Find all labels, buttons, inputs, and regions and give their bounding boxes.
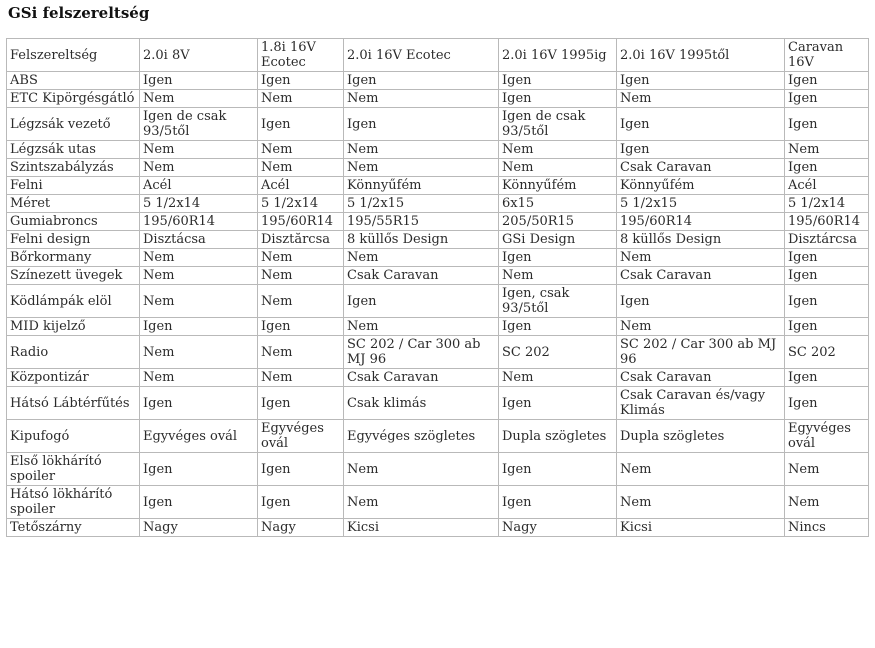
table-cell: Igen: [258, 486, 344, 519]
table-cell: Nem: [258, 336, 344, 369]
feature-label-cell: Felni: [7, 177, 140, 195]
table-cell: Disztárcsa: [785, 231, 869, 249]
table-cell: Nem: [258, 90, 344, 108]
table-cell: Igen: [785, 285, 869, 318]
table-cell: Igen: [617, 72, 785, 90]
table-cell: Igen: [499, 249, 617, 267]
table-cell: GSi Design: [499, 231, 617, 249]
table-cell: Könnyűfém: [344, 177, 499, 195]
table-cell: Nem: [258, 249, 344, 267]
table-cell: Nem: [140, 267, 258, 285]
table-cell: Nem: [344, 141, 499, 159]
feature-label-cell: Bőrkormany: [7, 249, 140, 267]
table-row: [7, 159, 869, 177]
feature-label-cell: ETC Kipörgésgátló: [7, 90, 140, 108]
table-cell: Nem: [140, 285, 258, 318]
table-cell: Nem: [785, 141, 869, 159]
table-cell: Igen: [258, 387, 344, 420]
table-cell: Nem: [785, 486, 869, 519]
table-cell: Igen: [258, 72, 344, 90]
table-cell: Csak Caravan: [344, 267, 499, 285]
table-cell: Nem: [258, 267, 344, 285]
table-cell: SC 202 / Car 300 ab MJ 96: [344, 336, 499, 369]
table-row: [7, 231, 869, 249]
table-cell: 5 1/2x14: [785, 195, 869, 213]
table-row: [7, 195, 869, 213]
table-cell: Nem: [140, 141, 258, 159]
equipment-table: [6, 38, 869, 537]
feature-label-cell: ABS: [7, 72, 140, 90]
table-cell: Nagy: [499, 519, 617, 537]
table-cell: Nem: [258, 141, 344, 159]
table-cell: Nincs: [785, 519, 869, 537]
table-row: [7, 213, 869, 231]
table-cell: Nem: [499, 267, 617, 285]
table-cell: Dupla szögletes: [499, 420, 617, 453]
feature-label-cell: Radio: [7, 336, 140, 369]
feature-label-cell: Kipufogó: [7, 420, 140, 453]
table-cell: Nem: [617, 90, 785, 108]
table-cell: Nem: [140, 369, 258, 387]
table-cell: SC 202 / Car 300 ab MJ 96: [617, 336, 785, 369]
feature-label-cell: Méret: [7, 195, 140, 213]
table-cell: 5 1/2x15: [344, 195, 499, 213]
table-cell: 6x15: [499, 195, 617, 213]
table-cell: Könnyűfém: [617, 177, 785, 195]
table-cell: 195/60R14: [140, 213, 258, 231]
table-row: [7, 141, 869, 159]
table-cell: Nem: [140, 249, 258, 267]
table-cell: Disztácsa: [140, 231, 258, 249]
feature-label-cell: Hátsó lökhárító spoiler: [7, 486, 140, 519]
table-cell: Igen: [140, 453, 258, 486]
table-cell: Nem: [344, 453, 499, 486]
table-cell: Csak Caravan: [617, 267, 785, 285]
table-cell: Nem: [617, 249, 785, 267]
table-cell: Csak Caravan: [617, 159, 785, 177]
header-cell-model: 2.0i 16V Ecotec: [344, 39, 499, 72]
table-row: [7, 318, 869, 336]
table-cell: Nagy: [140, 519, 258, 537]
table-cell: Igen: [785, 159, 869, 177]
table-cell: SC 202: [785, 336, 869, 369]
header-cell-model: 2.0i 16V 1995től: [617, 39, 785, 72]
table-cell: Igen: [140, 72, 258, 90]
table-cell: Igen: [499, 486, 617, 519]
feature-label-cell: Légzsák vezető: [7, 108, 140, 141]
table-cell: 8 küllős Design: [344, 231, 499, 249]
table-cell: Igen: [140, 318, 258, 336]
table-header-row: [7, 39, 869, 72]
header-cell-feature: Felszereltség: [7, 39, 140, 72]
table-cell: Igen: [499, 90, 617, 108]
table-row: [7, 90, 869, 108]
table-cell: Nem: [499, 141, 617, 159]
table-cell: Egyvéges ovál: [785, 420, 869, 453]
table-cell: Igen, csak 93/5től: [499, 285, 617, 318]
feature-label-cell: Első lökhárító spoiler: [7, 453, 140, 486]
table-cell: Nem: [785, 453, 869, 486]
table-cell: Nem: [344, 318, 499, 336]
table-cell: Csak klimás: [344, 387, 499, 420]
table-row: [7, 336, 869, 369]
feature-label-cell: Hátsó Lábtérfűtés: [7, 387, 140, 420]
table-cell: Nem: [140, 159, 258, 177]
table-cell: Nem: [499, 159, 617, 177]
feature-label-cell: Szintszabályzás: [7, 159, 140, 177]
table-cell: Nem: [258, 285, 344, 318]
table-cell: Csak Caravan: [344, 369, 499, 387]
table-cell: Igen: [258, 318, 344, 336]
table-cell: Nem: [344, 249, 499, 267]
table-cell: Igen: [258, 108, 344, 141]
table-cell: Csak Caravan: [617, 369, 785, 387]
table-row: [7, 486, 869, 519]
table-cell: Nem: [617, 486, 785, 519]
table-cell: Igen: [140, 387, 258, 420]
header-cell-model: 2.0i 8V: [140, 39, 258, 72]
table-cell: Igen: [499, 387, 617, 420]
table-cell: 195/55R15: [344, 213, 499, 231]
table-cell: Acél: [258, 177, 344, 195]
feature-label-cell: Ködlámpák elöl: [7, 285, 140, 318]
table-cell: Acél: [140, 177, 258, 195]
table-cell: 205/50R15: [499, 213, 617, 231]
table-cell: Egyvéges ovál: [258, 420, 344, 453]
table-cell: Igen: [617, 285, 785, 318]
table-row: [7, 267, 869, 285]
table-cell: Nem: [617, 318, 785, 336]
header-cell-model: 1.8i 16V Ecotec: [258, 39, 344, 72]
table-row: [7, 387, 869, 420]
table-cell: Igen: [140, 486, 258, 519]
table-cell: Nem: [344, 90, 499, 108]
table-cell: Igen: [344, 72, 499, 90]
table-row: [7, 285, 869, 318]
table-cell: Igen: [617, 108, 785, 141]
table-cell: Disztărcsa: [258, 231, 344, 249]
table-cell: Igen: [785, 369, 869, 387]
table-row: [7, 249, 869, 267]
table-cell: Nagy: [258, 519, 344, 537]
header-cell-model: 2.0i 16V 1995ig: [499, 39, 617, 72]
table-cell: Igen: [785, 267, 869, 285]
table-cell: 195/60R14: [617, 213, 785, 231]
table-cell: Igen: [258, 453, 344, 486]
table-cell: Dupla szögletes: [617, 420, 785, 453]
feature-label-cell: MID kijelző: [7, 318, 140, 336]
table-cell: Igen: [785, 249, 869, 267]
table-cell: Csak Caravan és/vagy Klimás: [617, 387, 785, 420]
table-cell: Kicsi: [344, 519, 499, 537]
table-cell: 8 küllős Design: [617, 231, 785, 249]
table-cell: Igen: [344, 285, 499, 318]
table-cell: Igen: [499, 72, 617, 90]
feature-label-cell: Gumiabroncs: [7, 213, 140, 231]
table-cell: Igen de csak 93/5től: [140, 108, 258, 141]
feature-label-cell: Légzsák utas: [7, 141, 140, 159]
table-row: [7, 72, 869, 90]
table-row: [7, 177, 869, 195]
table-cell: SC 202: [499, 336, 617, 369]
table-cell: Nem: [258, 369, 344, 387]
table-row: [7, 453, 869, 486]
table-cell: Igen: [617, 141, 785, 159]
table-cell: Igen: [344, 108, 499, 141]
feature-label-cell: Központizár: [7, 369, 140, 387]
table-cell: Nem: [499, 369, 617, 387]
table-cell: Igen de csak 93/5től: [499, 108, 617, 141]
table-cell: Nem: [140, 90, 258, 108]
table-cell: Igen: [499, 453, 617, 486]
page-title: GSi felszereltség: [8, 4, 150, 22]
table-cell: 195/60R14: [258, 213, 344, 231]
table-cell: 5 1/2x15: [617, 195, 785, 213]
table-cell: Egyvéges ovál: [140, 420, 258, 453]
table-cell: Igen: [785, 318, 869, 336]
table-cell: Nem: [258, 159, 344, 177]
table-cell: Igen: [785, 108, 869, 141]
table-row: [7, 369, 869, 387]
table-row: [7, 108, 869, 141]
feature-label-cell: Felni design: [7, 231, 140, 249]
feature-label-cell: Színezett üvegek: [7, 267, 140, 285]
table-cell: Nem: [344, 486, 499, 519]
table-cell: 195/60R14: [785, 213, 869, 231]
header-cell-model: Caravan 16V: [785, 39, 869, 72]
feature-label-cell: Tetőszárny: [7, 519, 140, 537]
table-cell: Igen: [785, 387, 869, 420]
table-cell: 5 1/2x14: [258, 195, 344, 213]
table-cell: Könnyűfém: [499, 177, 617, 195]
table-row: [7, 519, 869, 537]
table-cell: Egyvéges szögletes: [344, 420, 499, 453]
table-cell: Acél: [785, 177, 869, 195]
equipment-table-body: [7, 39, 869, 537]
table-cell: Igen: [785, 72, 869, 90]
table-cell: Nem: [344, 159, 499, 177]
table-cell: Kicsi: [617, 519, 785, 537]
table-cell: Nem: [140, 336, 258, 369]
table-cell: Nem: [617, 453, 785, 486]
table-cell: 5 1/2x14: [140, 195, 258, 213]
table-row: [7, 420, 869, 453]
table-cell: Igen: [499, 318, 617, 336]
table-cell: Igen: [785, 90, 869, 108]
